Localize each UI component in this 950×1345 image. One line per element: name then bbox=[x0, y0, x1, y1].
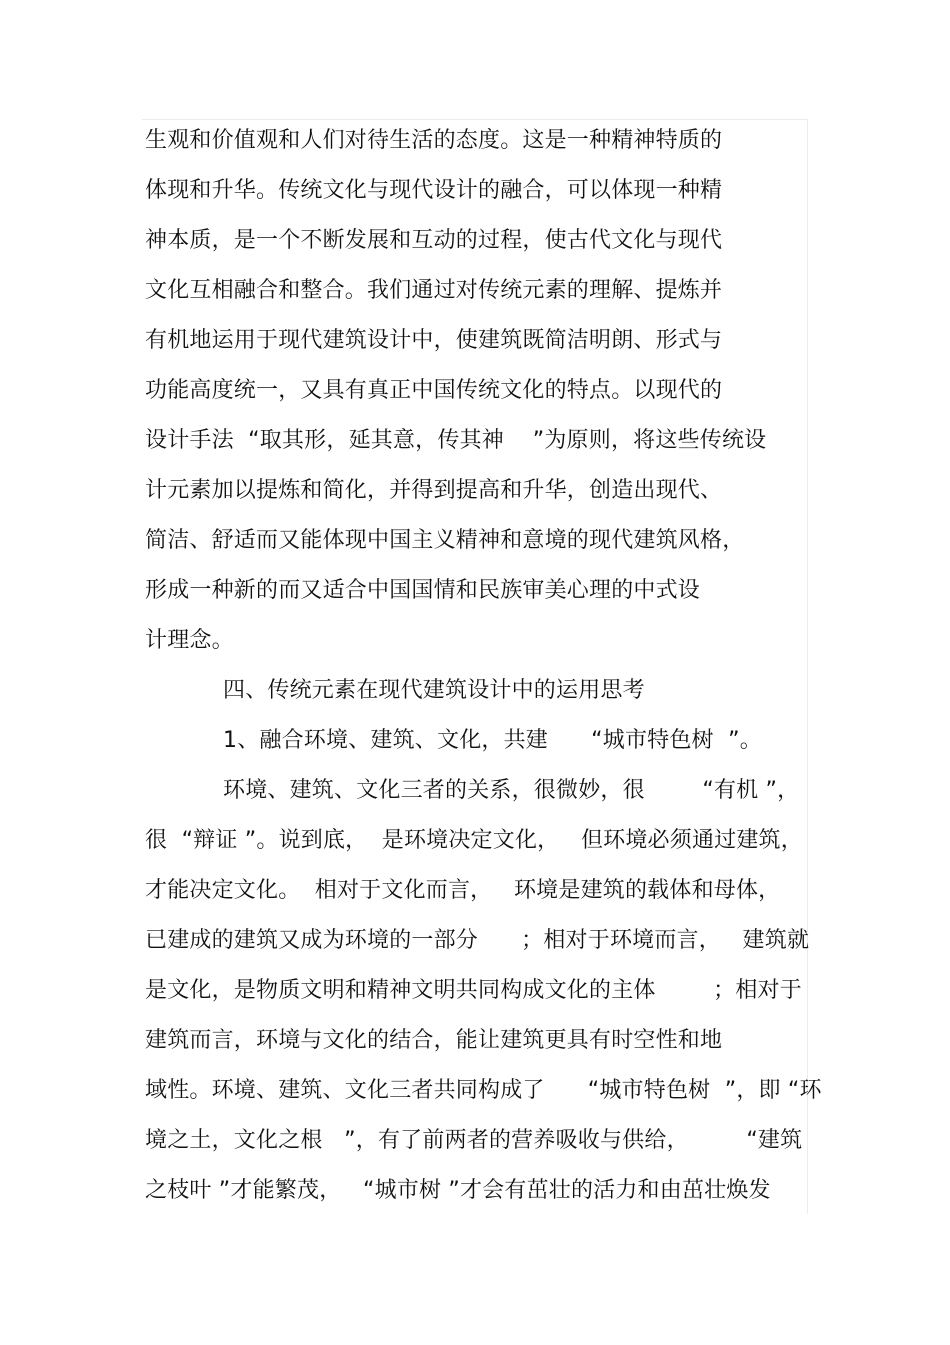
text-line: 生观和价值观和人们对待生活的态度。这是一种精神特质的 bbox=[145, 128, 723, 153]
subsection-heading: 1、融合环境、建筑、文化，共建 “城市特色树 ”。 bbox=[223, 728, 762, 753]
text-line: 是文化，是物质文明和精神文明共同构成文化的主体 ；相对于 bbox=[145, 978, 802, 1003]
text-line: 计理念。 bbox=[145, 628, 234, 653]
text-line: 体现和升华。传统文化与现代设计的融合，可以体现一种精 bbox=[145, 178, 723, 203]
text-line: 域性。环境、建筑、文化三者共同构成了 “城市特色树 ”，即 “环 bbox=[145, 1078, 822, 1103]
text-line: 神本质，是一个不断发展和互动的过程，使古代文化与现代 bbox=[145, 228, 723, 253]
text-line: 设计手法 “取其形，延其意，传其神 ”为原则，将这些传统设 bbox=[145, 428, 767, 453]
text-line: 简洁、舒适而又能体现中国主义精神和意境的现代建筑风格， bbox=[145, 528, 745, 553]
text-line: 环境、建筑、文化三者的关系，很微妙，很 “有机 ”， bbox=[223, 778, 800, 803]
section-heading: 四、传统元素在现代建筑设计中的运用思考 bbox=[223, 678, 645, 703]
text-line: 功能高度统一，又具有真正中国传统文化的特点。以现代的 bbox=[145, 378, 723, 403]
text-line: 建筑而言，环境与文化的结合，能让建筑更具有时空性和地 bbox=[145, 1028, 723, 1053]
text-line: 境之土，文化之根 ”，有了前两者的营养吸收与供给， “建筑 bbox=[145, 1128, 803, 1153]
text-line: 计元素加以提炼和简化，并得到提高和升华，创造出现代、 bbox=[145, 478, 723, 503]
text-line: 之枝叶 ”才能繁茂， “城市树 ”才会有茁壮的活力和由茁壮焕发 bbox=[145, 1178, 771, 1203]
text-line: 很 “辩证 ”。说到底， 是环境决定文化， 但环境必须通过建筑， bbox=[145, 828, 803, 853]
text-line: 形成一种新的而又适合中国国情和民族审美心理的中式设 bbox=[145, 578, 701, 603]
text-line: 已建成的建筑又成为环境的一部分 ；相对于环境而言， 建筑就 bbox=[145, 928, 810, 953]
text-line: 文化互相融合和整合。我们通过对传统元素的理解、提炼并 bbox=[145, 278, 723, 303]
text-line: 才能决定文化。 相对于文化而言， 环境是建筑的载体和母体， bbox=[145, 878, 781, 903]
text-line: 有机地运用于现代建筑设计中，使建筑既简洁明朗、形式与 bbox=[145, 328, 723, 353]
